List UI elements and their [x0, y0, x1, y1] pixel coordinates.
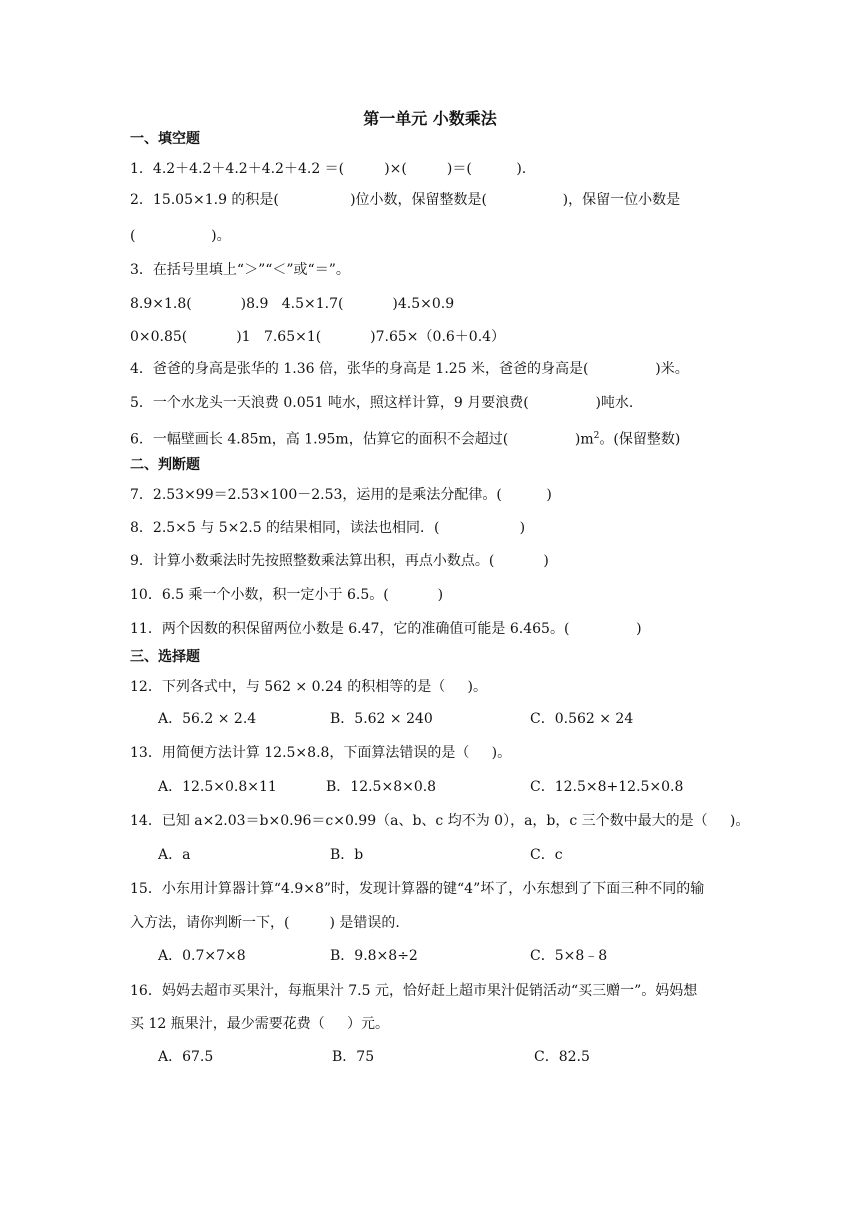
section-true-false: 二、判断题	[130, 457, 200, 473]
question-13: 13．用简便方法计算 12.5×8.8，下面算法错误的是（ )。	[130, 745, 512, 761]
question-15-line-1: 15．小东用计算器计算“4.9×8”时，发现计算器的键“4”坏了，小东想到了下面三种不同的输	[130, 881, 705, 897]
option-a: A．0.7×7×8	[158, 948, 246, 964]
question-16-line-2: 买 12 瓶果汁，最少需要花费（ ）元。	[130, 1016, 389, 1032]
section-multiple-choice: 三、选择题	[130, 649, 200, 665]
question-16-line-1: 16．妈妈去超市买果汁，每瓶果汁 7.5 元，恰好赶上超市果汁促销活动“买三赠一”。妈妈想	[130, 983, 698, 999]
question-3: 3．在括号里填上“＞”“＜”或“＝”。	[130, 262, 350, 278]
question-6-tail: 。(保留整数)	[599, 431, 681, 448]
question-8: 8．2.5×5 与 5×2.5 的结果相同，读法也相同．( )	[130, 520, 526, 536]
question-15-line-2: 入方法，请你判断一下，( ) 是错误的.	[130, 915, 400, 931]
question-10: 10．6.5 乘一个小数，积一定小于 6.5。( )	[130, 587, 444, 603]
question-14: 14．已知 a×2.03＝b×0.96＝c×0.99（a、b、c 均不为 0），a，b，c 三个数中最大的是（ )。	[130, 813, 750, 829]
question-5: 5．一个水龙头一天浪费 0.051 吨水，照这样计算，9 月要浪费( )吨水.	[130, 395, 634, 411]
question-6-superscript: 2	[593, 431, 600, 441]
option-c: C．82.5	[534, 1049, 590, 1065]
option-b: B．9.8×8÷2	[330, 948, 418, 964]
option-a: A．12.5×0.8×11	[158, 779, 277, 795]
question-9: 9．计算小数乘法时先按照整数乘法算出积，再点小数点。( )	[130, 553, 549, 569]
question-4: 4．爸爸的身高是张华的 1.36 倍，张华的身高是 1.25 米，爸爸的身高是( )米。	[130, 361, 689, 377]
question-2-line-2: ( )。	[130, 228, 231, 244]
question-3-row-1: 8.9×1.8( )8.9 4.5×1.7( )4.5×0.9	[130, 296, 455, 312]
option-b: B．12.5×8×0.8	[326, 779, 437, 795]
option-c: C．5×8﹣8	[530, 948, 608, 964]
option-c: C．c	[530, 847, 563, 863]
question-11: 11．两个因数的积保留两位小数是 6.47，它的准确值可能是 6.465。( )	[130, 621, 642, 637]
option-b: B．5.62 × 240	[330, 711, 433, 727]
option-b: B．b	[330, 847, 364, 863]
question-2-line-1: 2．15.05×1.9 的积是( )位小数，保留整数是( )，保留一位小数是	[130, 192, 681, 208]
question-6	[130, 427, 680, 449]
option-b: B．75	[332, 1049, 375, 1065]
question-1: 1．4.2＋4.2＋4.2＋4.2＋4.2 ＝( )×( )＝( ).	[130, 161, 527, 177]
option-a: A．67.5	[158, 1049, 214, 1065]
question-7: 7．2.53×99＝2.53×100－2.53，运用的是乘法分配律。( )	[130, 487, 552, 503]
option-a: A．a	[158, 847, 191, 863]
question-6-text: 6．一幅壁画长 4.85m，高 1.95m，估算它的面积不会超过( )m	[130, 431, 594, 448]
option-c: C．0.562 × 24	[530, 711, 634, 727]
question-12: 12．下列各式中，与 562 × 0.24 的积相等的是（ )。	[130, 679, 487, 695]
option-c: C．12.5×8+12.5×0.8	[530, 779, 684, 795]
page-title: 第一单元 小数乘法	[363, 109, 497, 128]
question-3-row-2: 0×0.85( )1 7.65×1( )7.65×（0.6＋0.4）	[130, 329, 506, 345]
section-fill-in: 一、填空题	[130, 131, 200, 147]
option-a: A．56.2 × 2.4	[158, 711, 257, 727]
